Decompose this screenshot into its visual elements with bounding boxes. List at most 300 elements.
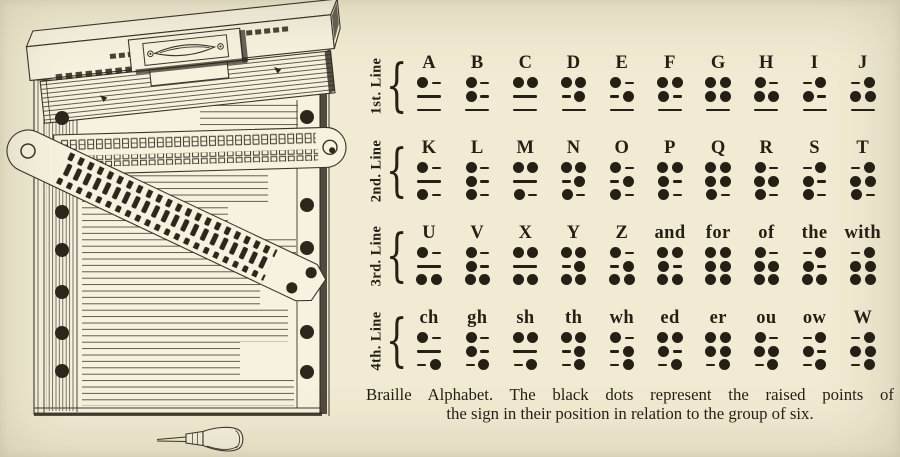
- braille-empty-dash: [465, 109, 489, 112]
- brace-glyph: {: [385, 137, 408, 204]
- braille-row-3: [366, 222, 887, 289]
- braille-dot-row: [560, 188, 588, 202]
- braille-dot: [720, 332, 731, 343]
- braille-empty-dash: [513, 350, 537, 353]
- braille-dot: [768, 91, 779, 102]
- braille-dot-row: [463, 273, 491, 287]
- braille-cell-label: L: [470, 138, 484, 158]
- braille-dot-row: [511, 246, 539, 260]
- row-label-text: 4th. Line: [368, 310, 385, 371]
- braille-dot: [513, 332, 524, 343]
- braille-dot-row: [560, 103, 588, 117]
- braille-dot: [575, 247, 586, 258]
- braille-dot-row: [801, 161, 829, 175]
- braille-dot-row: [849, 103, 877, 117]
- braille-cell-label: U: [422, 223, 436, 243]
- braille-cell-label: D: [566, 53, 581, 73]
- braille-cell-label: J: [857, 53, 868, 73]
- braille-dot: [754, 274, 765, 285]
- braille-dot: [850, 274, 861, 285]
- braille-cell-label: and: [654, 223, 686, 243]
- braille-dash: [480, 252, 489, 255]
- braille-dash: [480, 350, 489, 353]
- braille-dot: [815, 332, 826, 343]
- braille-dash: [562, 180, 571, 183]
- braille-dot: [803, 261, 814, 272]
- braille-dot-row: [560, 345, 588, 359]
- braille-dot: [672, 274, 683, 285]
- braille-cell-dots: [560, 331, 588, 372]
- braille-dot-row: [656, 260, 684, 274]
- braille-dot: [755, 162, 766, 173]
- braille-empty-dash: [754, 109, 778, 112]
- braille-dot: [850, 261, 861, 272]
- row-label-text: 3rd. Line: [368, 225, 385, 286]
- braille-dot: [526, 359, 537, 370]
- braille-dot-row: [849, 260, 877, 274]
- braille-dot: [658, 176, 669, 187]
- braille-dot: [672, 162, 683, 173]
- braille-dot: [431, 274, 442, 285]
- braille-dash: [769, 194, 778, 197]
- braille-dot: [755, 247, 766, 258]
- braille-dot: [755, 77, 766, 88]
- braille-cell-dots: [656, 161, 684, 202]
- braille-dash: [817, 194, 826, 197]
- braille-cell-A: [405, 52, 453, 119]
- braille-dash: [625, 167, 634, 170]
- braille-dot: [815, 247, 826, 258]
- braille-dot-row: [560, 175, 588, 189]
- braille-dot-row: [511, 161, 539, 175]
- braille-cell-label: X: [518, 223, 533, 243]
- braille-dot: [706, 189, 717, 200]
- braille-empty-dash: [513, 95, 537, 98]
- caption-line-1: Braille Alphabet. The black dots represent the raised points of: [366, 385, 894, 404]
- braille-dot: [720, 91, 731, 102]
- braille-dot: [623, 346, 634, 357]
- braille-dot-row: [560, 260, 588, 274]
- braille-dot-row: [463, 90, 491, 104]
- caption-line-2: the sign in their position in relation to the group of six.: [446, 403, 814, 423]
- braille-dot-row: [704, 273, 732, 287]
- braille-dot: [657, 162, 668, 173]
- braille-dot-row: [752, 358, 780, 372]
- braille-dot: [657, 332, 668, 343]
- braille-dot: [610, 332, 621, 343]
- braille-dot-row: [511, 175, 539, 189]
- braille-cell-wh: [598, 307, 646, 374]
- braille-dot-row: [608, 76, 636, 90]
- braille-cell-er: [694, 307, 742, 374]
- braille-cell-dots: [463, 161, 491, 202]
- braille-dot-row: [560, 246, 588, 260]
- braille-dot-row: [801, 345, 829, 359]
- braille-cell-dots: [608, 161, 636, 202]
- braille-dot: [864, 359, 875, 370]
- braille-dot: [657, 77, 668, 88]
- brace-glyph: {: [385, 52, 408, 119]
- braille-dot: [657, 247, 668, 258]
- braille-cell-label: with: [844, 223, 882, 243]
- braille-cell-dots: [415, 76, 443, 117]
- braille-cell-label: sh: [516, 308, 535, 328]
- row-label-text: 2nd. Line: [368, 139, 385, 202]
- braille-dot-row: [511, 260, 539, 274]
- braille-dot: [417, 162, 428, 173]
- braille-cell-J: [839, 52, 887, 119]
- braille-dot: [562, 189, 573, 200]
- braille-dot: [850, 346, 861, 357]
- braille-cell-W: [839, 307, 887, 374]
- braille-cell-label: G: [710, 53, 726, 73]
- braille-cell-label: V: [470, 223, 485, 243]
- braille-dot-row: [511, 103, 539, 117]
- braille-dash: [562, 350, 571, 353]
- braille-dot: [754, 176, 765, 187]
- braille-dot: [705, 274, 716, 285]
- braille-dot: [803, 176, 814, 187]
- braille-cell-label: ed: [660, 308, 680, 328]
- braille-dot: [755, 189, 766, 200]
- braille-dot-row: [752, 161, 780, 175]
- braille-dot: [465, 274, 476, 285]
- braille-empty-dash: [851, 109, 875, 112]
- braille-dot: [705, 176, 716, 187]
- braille-dot-row: [415, 161, 443, 175]
- braille-dot: [658, 346, 669, 357]
- braille-dot-row: [801, 331, 829, 345]
- braille-dot-row: [415, 90, 443, 104]
- braille-dot: [672, 77, 683, 88]
- braille-dot-row: [752, 188, 780, 202]
- braille-dot: [767, 359, 778, 370]
- braille-dot: [466, 162, 477, 173]
- braille-dash: [514, 364, 523, 367]
- braille-cell-sh: [501, 307, 549, 374]
- braille-cell-dots: [704, 331, 732, 372]
- braille-dash: [817, 265, 826, 268]
- braille-dot-row: [608, 345, 636, 359]
- braille-cell-dots: [704, 161, 732, 202]
- braille-dot: [864, 332, 875, 343]
- braille-dot-row: [511, 90, 539, 104]
- braille-dot: [561, 332, 572, 343]
- braille-dot-row: [415, 331, 443, 345]
- braille-dot-row: [463, 76, 491, 90]
- braille-dash: [610, 180, 619, 183]
- braille-dot-row: [704, 246, 732, 260]
- braille-dot-row: [656, 273, 684, 287]
- braille-dash: [673, 350, 682, 353]
- braille-dot: [466, 91, 477, 102]
- braille-dot-row: [511, 76, 539, 90]
- row-label: [366, 52, 388, 119]
- braille-cell-ch: [405, 307, 453, 374]
- braille-dash: [706, 364, 715, 367]
- braille-cell-F: [646, 52, 694, 119]
- braille-cell-dots: [656, 331, 684, 372]
- braille-dash: [673, 265, 682, 268]
- braille-dot-row: [608, 175, 636, 189]
- braille-dot-row: [752, 103, 780, 117]
- braille-dot: [609, 274, 620, 285]
- braille-dash: [625, 82, 634, 85]
- braille-cell-H: [742, 52, 790, 119]
- braille-cell-O: [598, 137, 646, 204]
- braille-dot-row: [656, 175, 684, 189]
- braille-dot: [720, 77, 731, 88]
- braille-dash: [432, 252, 441, 255]
- row-brace: [385, 137, 408, 204]
- braille-dot: [705, 91, 716, 102]
- braille-dot: [865, 91, 876, 102]
- braille-cell-E: [598, 52, 646, 119]
- braille-dot: [513, 274, 524, 285]
- braille-dash: [432, 82, 441, 85]
- braille-dot-row: [415, 260, 443, 274]
- braille-cell-label: wh: [609, 308, 635, 328]
- braille-slate-illustration: [0, 0, 370, 457]
- braille-dot-row: [463, 331, 491, 345]
- braille-cell-dots: [752, 76, 780, 117]
- braille-cell-U: [405, 222, 453, 289]
- braille-dot: [720, 176, 731, 187]
- braille-dot-row: [752, 273, 780, 287]
- braille-cell-of: [742, 222, 790, 289]
- braille-dot-row: [415, 103, 443, 117]
- braille-dot-row: [752, 345, 780, 359]
- braille-dot: [513, 162, 524, 173]
- braille-dot-row: [560, 161, 588, 175]
- braille-dot-row: [849, 76, 877, 90]
- braille-cell-label: ch: [419, 308, 439, 328]
- braille-dot-row: [704, 175, 732, 189]
- braille-dash: [480, 337, 489, 340]
- braille-cell-dots: [560, 246, 588, 287]
- braille-dot-row: [656, 90, 684, 104]
- braille-dot: [466, 346, 477, 357]
- braille-dash: [673, 95, 682, 98]
- braille-dot: [527, 274, 538, 285]
- braille-cell-R: [742, 137, 790, 204]
- braille-cell-label: for: [705, 223, 731, 243]
- braille-dot-row: [849, 161, 877, 175]
- braille-dash: [480, 167, 489, 170]
- braille-dot: [803, 189, 814, 200]
- braille-dash: [417, 364, 426, 367]
- braille-dot: [720, 274, 731, 285]
- braille-dot: [610, 189, 621, 200]
- braille-dot-row: [656, 76, 684, 90]
- braille-cell-dots: [415, 161, 443, 202]
- braille-dot-row: [608, 188, 636, 202]
- braille-dot-row: [415, 246, 443, 260]
- braille-dot-row: [849, 358, 877, 372]
- braille-dot: [466, 77, 477, 88]
- braille-empty-dash: [417, 109, 441, 112]
- braille-dash: [610, 95, 619, 98]
- row-cells: [405, 52, 887, 119]
- braille-dot: [768, 176, 779, 187]
- braille-row-4: [366, 307, 887, 374]
- braille-dash: [625, 337, 634, 340]
- braille-dot: [865, 346, 876, 357]
- braille-dot-row: [415, 345, 443, 359]
- braille-dash: [803, 252, 812, 255]
- braille-empty-dash: [513, 180, 537, 183]
- braille-cell-dots: [415, 246, 443, 287]
- braille-dash: [625, 252, 634, 255]
- slate-drawing: [0, 0, 370, 457]
- braille-cell-dots: [415, 331, 443, 372]
- braille-dash: [432, 167, 441, 170]
- braille-dot: [864, 77, 875, 88]
- braille-dot: [815, 77, 826, 88]
- braille-cell-label: S: [809, 138, 820, 158]
- row-brace: [385, 307, 408, 374]
- braille-dash: [432, 194, 441, 197]
- braille-cell-label: H: [759, 53, 774, 73]
- braille-dot-row: [608, 161, 636, 175]
- braille-cell-Z: [598, 222, 646, 289]
- braille-cell-dots: [608, 246, 636, 287]
- braille-cell-for: [694, 222, 742, 289]
- braille-dot: [575, 332, 586, 343]
- braille-empty-dash: [658, 109, 682, 112]
- row-brace: [385, 222, 408, 289]
- braille-dot-row: [704, 358, 732, 372]
- braille-dot: [705, 162, 716, 173]
- braille-cell-I: [791, 52, 839, 119]
- braille-dot: [850, 91, 861, 102]
- braille-dot-row: [801, 358, 829, 372]
- braille-dot-row: [849, 345, 877, 359]
- braille-dot: [705, 332, 716, 343]
- braille-dash: [866, 194, 875, 197]
- braille-dash: [769, 337, 778, 340]
- braille-cell-ou: [742, 307, 790, 374]
- braille-dot-row: [849, 90, 877, 104]
- braille-dot: [624, 274, 635, 285]
- row-brace: [385, 52, 408, 119]
- braille-cell-B: [453, 52, 501, 119]
- braille-dot: [574, 359, 585, 370]
- braille-dot-row: [849, 188, 877, 202]
- braille-cell-dots: [511, 76, 539, 117]
- braille-dot-row: [511, 331, 539, 345]
- braille-dash: [851, 167, 860, 170]
- braille-cell-dots: [463, 246, 491, 287]
- braille-dot: [575, 274, 586, 285]
- braille-dot-row: [608, 260, 636, 274]
- braille-dot: [623, 91, 634, 102]
- braille-cell-label: B: [470, 53, 484, 73]
- braille-dash: [803, 82, 812, 85]
- braille-dash: [803, 167, 812, 170]
- braille-dot: [658, 189, 669, 200]
- braille-dot: [672, 247, 683, 258]
- braille-cell-label: ou: [756, 308, 777, 328]
- braille-dot-row: [560, 90, 588, 104]
- braille-dot-row: [463, 188, 491, 202]
- braille-dot-row: [560, 358, 588, 372]
- braille-dot-row: [608, 331, 636, 345]
- braille-dash: [625, 194, 634, 197]
- stylus: [157, 427, 243, 451]
- braille-empty-dash: [417, 350, 441, 353]
- braille-dot: [768, 261, 779, 272]
- braille-cell-P: [646, 137, 694, 204]
- braille-dot-row: [704, 345, 732, 359]
- braille-cell-dots: [801, 76, 829, 117]
- braille-dash: [610, 350, 619, 353]
- braille-cell-dots: [511, 161, 539, 202]
- braille-cell-dots: [801, 161, 829, 202]
- braille-cell-ow: [791, 307, 839, 374]
- braille-dot: [574, 261, 585, 272]
- braille-dash: [658, 364, 667, 367]
- braille-empty-dash: [706, 109, 730, 112]
- braille-cell-with: [839, 222, 887, 289]
- braille-cell-dots: [608, 331, 636, 372]
- braille-dash: [769, 252, 778, 255]
- braille-cell-Q: [694, 137, 742, 204]
- braille-cell-dots: [849, 161, 877, 202]
- braille-dash: [562, 265, 571, 268]
- braille-dot: [657, 274, 668, 285]
- braille-dot-row: [463, 103, 491, 117]
- braille-empty-dash: [417, 180, 441, 183]
- braille-dot: [705, 247, 716, 258]
- braille-dot-row: [801, 175, 829, 189]
- braille-cell-X: [501, 222, 549, 289]
- braille-dash: [803, 364, 812, 367]
- braille-dot: [513, 247, 524, 258]
- braille-dot-row: [752, 175, 780, 189]
- braille-dot: [864, 162, 875, 173]
- braille-cell-label: Z: [615, 223, 629, 243]
- braille-dot: [417, 189, 428, 200]
- braille-dot-row: [801, 188, 829, 202]
- braille-dot: [754, 346, 765, 357]
- braille-dot-row: [415, 188, 443, 202]
- braille-cell-dots: [608, 76, 636, 117]
- braille-dot-row: [704, 260, 732, 274]
- braille-cell-M: [501, 137, 549, 204]
- braille-dot-row: [656, 103, 684, 117]
- braille-dot: [719, 359, 730, 370]
- braille-cell-label: ow: [802, 308, 827, 328]
- braille-dot-row: [608, 103, 636, 117]
- braille-dot-row: [511, 188, 539, 202]
- braille-dot-row: [752, 260, 780, 274]
- braille-dot-row: [704, 188, 732, 202]
- braille-cell-dots: [752, 246, 780, 287]
- braille-dot: [803, 91, 814, 102]
- braille-dot: [466, 261, 477, 272]
- braille-dot: [623, 176, 634, 187]
- braille-cell-dots: [560, 161, 588, 202]
- braille-dash: [851, 337, 860, 340]
- braille-dot-row: [849, 246, 877, 260]
- braille-dot: [865, 274, 876, 285]
- braille-dot: [671, 359, 682, 370]
- braille-cell-dots: [511, 331, 539, 372]
- braille-dot: [720, 247, 731, 258]
- braille-dot: [672, 332, 683, 343]
- braille-dot: [720, 346, 731, 357]
